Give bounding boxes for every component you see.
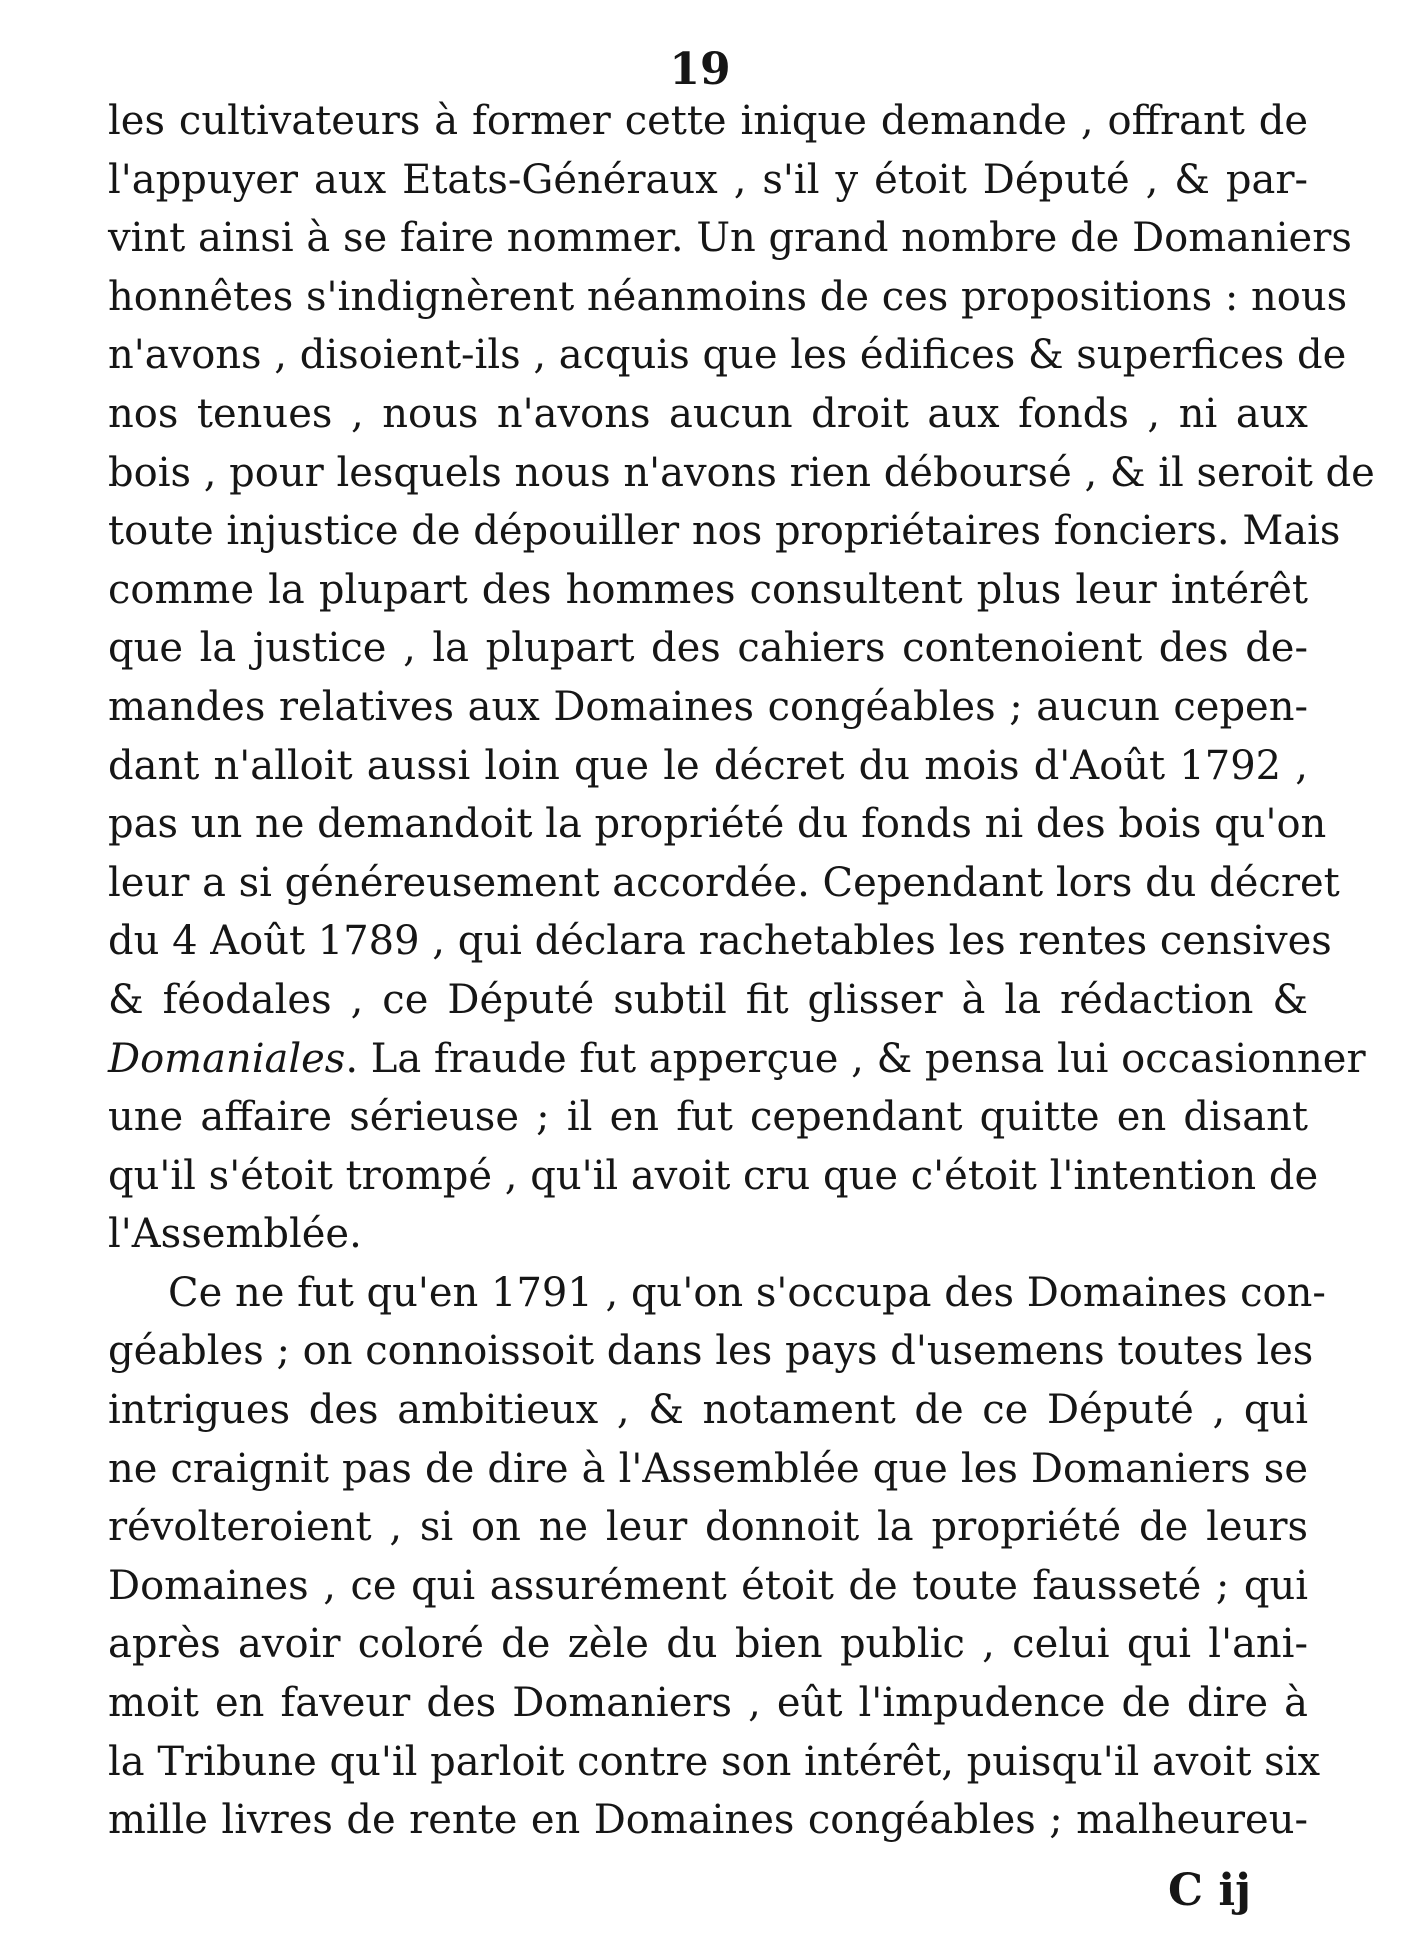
text-line: vint ainsi à se faire nommer. Un grand nombre de Domaniers [108, 215, 1352, 262]
text-line: une affaire sérieuse ; il en fut cependant quitte en disant [108, 1094, 1308, 1141]
text-line: nos tenues , nous n'avons aucun droit aux fonds , ni aux [108, 390, 1308, 437]
text-line: révolteroient , si on ne leur donnoit la propriété de leurs [108, 1504, 1308, 1551]
body-text [108, 92, 1375, 1850]
text-line: dant n'alloit aussi loin que le décret du mois d'Août 1792 , [108, 742, 1308, 789]
text-line: ne craignit pas de dire à l'Assemblée que les Domaniers se [108, 1445, 1308, 1492]
text-line: après avoir coloré de zèle du bien public , celui qui l'ani- [108, 1621, 1308, 1668]
text-line: moit en faveur des Domaniers , eût l'impudence de dire à [108, 1680, 1308, 1727]
text-line: que la justice , la plupart des cahiers contenoient des de- [108, 625, 1308, 672]
text-line: qu'il s'étoit trompé , qu'il avoit cru que c'étoit l'intention de [108, 1152, 1319, 1199]
text-line: mandes relatives aux Domaines congéables ; aucun cepen- [108, 683, 1308, 730]
text-line: Domaines , ce qui assurément étoit de toute fausseté ; qui [108, 1562, 1308, 1609]
page-number: 19 [669, 44, 731, 95]
text-line: les cultivateurs à former cette inique demande , offrant de [108, 98, 1308, 144]
text-line: l'Assemblée. [108, 1211, 362, 1258]
text-line: l'appuyer aux Etats-Généraux , s'il y étoit Député , & par- [108, 156, 1308, 203]
text-line: leur a si généreusement accordée. Cependant lors du décret [108, 859, 1340, 906]
text-line: pas un ne demandoit la propriété du fonds ni des bois qu'on [108, 801, 1327, 848]
text-line: la Tribune qu'il parloit contre son intérêt, puisqu'il avoit six [108, 1738, 1321, 1785]
text-line: toute injustice de dépouiller nos propriétaires fonciers. Mais [108, 508, 1341, 555]
italic-word: Domaniales [108, 1035, 346, 1082]
paragraph-start-line: Ce ne fut qu'en 1791 , qu'on s'occupa des Domaines con- [168, 1269, 1326, 1316]
signature-mark: C ij [1168, 1865, 1251, 1916]
text-line: bois , pour lesquels nous n'avons rien déboursé , & il seroit de [108, 449, 1375, 496]
text-line: comme la plupart des hommes consultent plus leur intérêt [108, 566, 1308, 613]
text-line: & féodales , ce Député subtil fit glisser à la rédaction & [108, 976, 1308, 1023]
text-line: honnêtes s'indignèrent néanmoins de ces propositions : nous [108, 273, 1348, 320]
text-line: géables ; on connoissoit dans les pays d'usemens toutes les [108, 1328, 1314, 1375]
text-line: n'avons , disoient-ils , acquis que les édifices & superfices de [108, 332, 1347, 379]
text-line: intrigues des ambitieux , & notament de ce Député , qui [108, 1387, 1308, 1434]
text-line: du 4 Août 1789 , qui déclara rachetables les rentes censives [108, 918, 1332, 965]
text-line-with-italic: Domaniales. La fraude fut apperçue , & pensa lui occasionner [108, 1035, 1366, 1082]
text-line: mille livres de rente en Domaines congéables ; malheureu- [108, 1797, 1308, 1844]
